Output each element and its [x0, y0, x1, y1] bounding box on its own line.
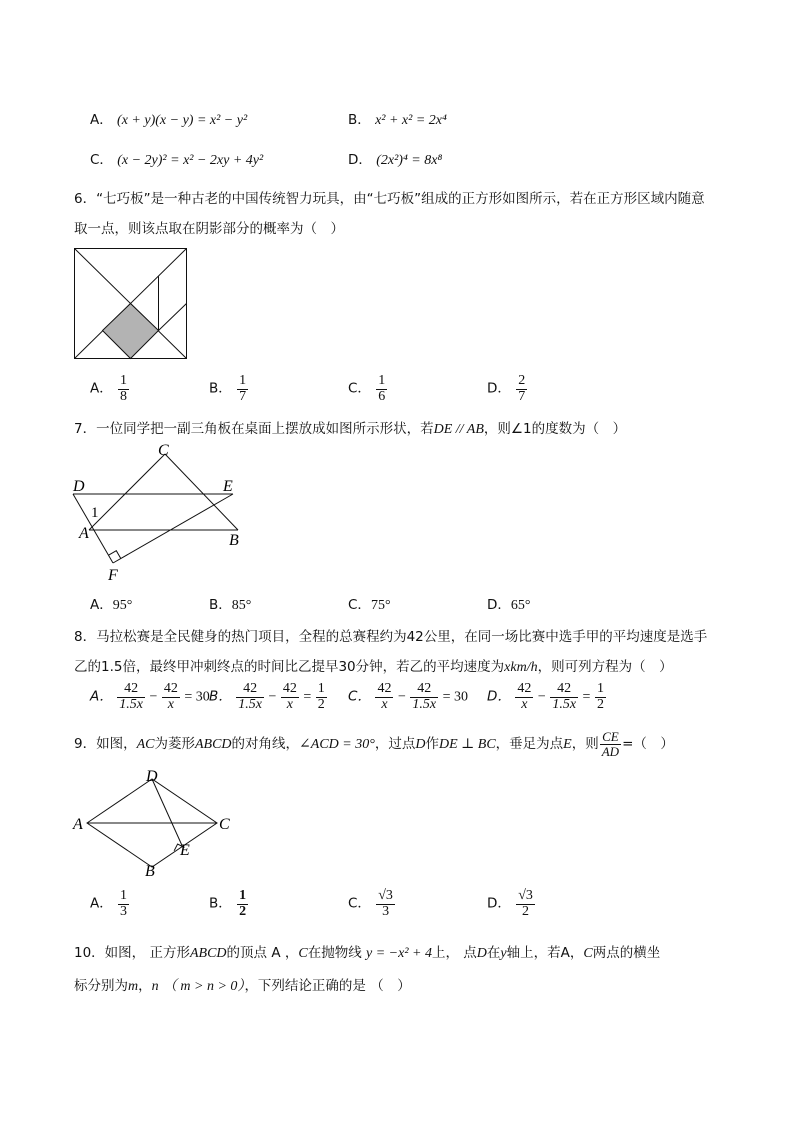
q7-option-a-value: 95°	[112, 598, 133, 613]
numerator: 42	[163, 681, 178, 696]
numerator: √3	[378, 888, 393, 903]
q9-option-c-label: C．	[348, 895, 371, 912]
label-e: E	[223, 478, 233, 495]
q10-text-h: 标分别为	[74, 978, 128, 994]
label-c: C	[158, 442, 169, 459]
q8-speed: xkm/h	[504, 660, 538, 675]
q7-option-c-label: C．	[348, 597, 371, 613]
q9-option-b-label: B．	[209, 895, 232, 912]
q6-option-d-label: D．	[487, 380, 511, 397]
q9-text-2: 为菱形	[154, 736, 195, 753]
q9-e: E	[563, 737, 572, 753]
q7-option-b-value: 85°	[231, 598, 252, 613]
q7-option-c-value: 75°	[370, 598, 391, 613]
denominator: 3	[120, 903, 128, 919]
q9-figure-lines	[87, 779, 217, 867]
label-d: D	[73, 478, 85, 495]
q8-line2-prefix: 乙的1.5倍，最终甲冲刺终点的时间比乙提早30分钟，若乙的平均速度为	[74, 659, 505, 675]
q8-line1: 8．马拉松赛是全民健身的热门项目，全程的总赛程约为42公里，在同一场比赛中选手甲的平均速度是选手	[74, 629, 708, 645]
q5-option-b-label: B．	[348, 112, 371, 128]
numerator: 42	[282, 681, 297, 696]
q9-option-d-fraction	[516, 889, 535, 919]
q6-option-b-label: B．	[209, 380, 232, 397]
numerator: CE	[600, 730, 621, 745]
q10-text-b: 的顶点 A ，	[226, 945, 299, 961]
numerator: 1	[596, 681, 604, 696]
q7-option-a[interactable]	[90, 593, 132, 614]
label-angle-1: 1	[91, 505, 99, 521]
denominator: 1.5x	[238, 696, 262, 712]
denominator: 1.5x	[412, 696, 437, 712]
denominator: AD	[601, 743, 620, 759]
denominator: x	[381, 696, 388, 712]
q8-option-a-frac1	[117, 682, 145, 712]
q8-option-d-rhs	[595, 682, 606, 712]
q7-option-d-label: D．	[487, 597, 511, 613]
q7-condition: DE // AB	[433, 422, 484, 437]
q9-perp: DE ⊥ BC	[438, 737, 496, 753]
q9-ratio	[600, 730, 621, 758]
shaded-square	[103, 304, 159, 359]
q10-parabola: y = −x² + 4	[366, 946, 432, 961]
q6-option-d[interactable]	[487, 374, 528, 404]
q8-line2-suffix: ，则可列方程为（ ）	[537, 659, 673, 675]
q8-option-d-op: −	[537, 689, 546, 705]
q8-option-c-frac2	[410, 682, 438, 712]
q5-option-a-label: A．	[90, 112, 113, 128]
q6-option-a-fraction	[118, 374, 129, 404]
q5-option-c[interactable]	[90, 148, 263, 169]
q8-line2	[74, 655, 673, 676]
q5-option-b-expr: x² + x² = 2x⁴	[375, 113, 447, 128]
denominator: 1.5x	[119, 696, 143, 712]
q6-option-b-fraction	[237, 374, 248, 404]
denominator: x	[286, 696, 293, 712]
q7-stem	[74, 417, 626, 438]
numerator: 1	[120, 888, 128, 903]
q9-rhombus-figure	[70, 766, 240, 880]
q6-option-d-fraction	[516, 374, 527, 404]
q10-text-i: ，下列结论正确的是 （ ）	[244, 978, 411, 994]
q6-line2: 取一点，则该点取在阴影部分的概率为（ ）	[74, 221, 344, 237]
q8-option-d-eq: =	[582, 689, 591, 705]
label-f: F	[108, 567, 118, 582]
q9-stem	[74, 730, 674, 758]
label-b: B	[229, 532, 239, 549]
q10-n: n	[151, 979, 159, 994]
q5-option-c-expr: (x − 2y)² = x² − 2xy + 4y²	[117, 153, 264, 168]
q8-option-b-frac1	[236, 682, 264, 712]
q6-option-b[interactable]	[209, 374, 249, 404]
q7-suffix: ，则∠1的度数为（ ）	[483, 421, 627, 437]
label-c: C	[219, 816, 230, 833]
q9-text-5: 作	[425, 736, 439, 753]
q10-d: D	[476, 946, 487, 961]
q10-abcd: ABCD	[189, 946, 227, 961]
label-d: D	[146, 768, 158, 785]
q10-text-c: 在抛物线	[307, 945, 362, 961]
denominator: 7	[239, 388, 247, 404]
q8-option-c-op: −	[397, 689, 406, 705]
q5-option-d-label: D．	[348, 152, 372, 168]
denominator: 3	[382, 903, 390, 919]
label-a: A	[79, 525, 89, 542]
q10-comma: ，	[138, 978, 152, 994]
denominator: 6	[378, 388, 386, 404]
q8-option-a-frac2	[162, 682, 180, 712]
q7-triangle-figure	[70, 442, 250, 582]
denominator: 2	[239, 903, 247, 919]
q10-text-d: 上， 点	[431, 945, 477, 961]
q7-option-d[interactable]	[487, 593, 531, 614]
numerator: 42	[550, 682, 578, 698]
q10-line1	[74, 941, 660, 962]
q9-abcd: ABCD	[194, 737, 232, 753]
q10-text-f: 轴上，若A，	[506, 945, 584, 961]
numerator: 42	[377, 681, 392, 696]
q5-option-b[interactable]	[348, 108, 447, 129]
q10-text-g: 两点的横坐	[592, 945, 661, 961]
denominator: 7	[518, 388, 526, 404]
numerator: 1	[317, 681, 325, 696]
denominator: 1.5x	[552, 696, 577, 712]
q10-line2	[74, 974, 411, 995]
q6-option-c-fraction	[376, 374, 387, 404]
numerator: 1	[239, 888, 247, 903]
denominator: 8	[120, 388, 128, 404]
q10-m: m	[128, 979, 139, 994]
q10-cond: （ m > n > 0）	[162, 979, 245, 994]
label-a: A	[73, 816, 83, 833]
q8-option-a-op: −	[149, 689, 158, 705]
q8-option-b-eq: =	[303, 689, 312, 705]
q8-option-a-label: A．	[90, 688, 113, 705]
q7-option-d-value: 65°	[510, 598, 531, 613]
q5-option-c-label: C．	[90, 152, 113, 168]
label-b: B	[145, 863, 155, 880]
q8-option-d-frac2	[550, 682, 578, 712]
q6-line1: 6．“七巧板”是一种古老的中国传统智力玩具，由“七巧板”组成的正方形如图所示，若在正方形区域内随意	[74, 191, 705, 207]
q8-option-d[interactable]	[487, 682, 607, 712]
q9-option-b[interactable]	[209, 889, 249, 919]
denominator: 2	[317, 696, 325, 712]
q10-y: y	[500, 946, 507, 961]
q5-option-a[interactable]	[90, 108, 247, 129]
label-e: E	[180, 842, 190, 859]
q10-text-a: 10．如图， 正方形	[74, 945, 190, 961]
q8-option-a[interactable]	[90, 682, 210, 712]
q9-option-c[interactable]	[348, 889, 396, 919]
q9-option-d-label: D．	[487, 895, 511, 912]
q6-option-c-label: C．	[348, 380, 371, 397]
q9-text-7: ，则	[571, 736, 599, 753]
numerator: 1	[378, 373, 386, 388]
line-ac	[89, 454, 165, 530]
q6-tangram-figure	[74, 248, 188, 360]
q9-option-b-fraction	[237, 889, 248, 919]
q10-c: C	[298, 946, 308, 961]
q9-option-a-fraction	[118, 889, 129, 919]
denominator: 2	[596, 696, 604, 712]
numerator: 1	[120, 373, 128, 388]
numerator: √3	[518, 888, 533, 903]
q9-d: D	[415, 737, 426, 753]
q10-c2: C	[583, 946, 593, 961]
denominator: 2	[522, 903, 530, 919]
q8-option-b-label: B．	[209, 688, 232, 705]
q8-option-b-frac2	[281, 682, 299, 712]
q9-ac: AC	[136, 737, 155, 753]
q8-option-c[interactable]	[348, 682, 468, 712]
q9-option-a[interactable]	[90, 889, 130, 919]
q9-text-3: 的对角线，	[231, 736, 300, 753]
tangram-segment-2	[159, 304, 187, 331]
numerator: 2	[518, 373, 526, 388]
q5-option-d[interactable]	[348, 148, 442, 169]
numerator: 42	[236, 682, 264, 698]
q8-option-d-frac1	[515, 682, 533, 712]
q8-option-b[interactable]	[209, 682, 328, 712]
q9-angle: ∠ACD = 30°	[299, 737, 375, 753]
q8-option-c-label: C．	[348, 688, 371, 705]
q7-option-c[interactable]	[348, 593, 391, 614]
q7-prefix: 7．一位同学把一副三角板在桌面上摆放成如图所示形状，若	[74, 421, 434, 437]
numerator: 42	[117, 682, 145, 698]
q6-option-c[interactable]	[348, 374, 388, 404]
q5-option-a-expr: (x + y)(x − y) = x² − y²	[117, 113, 248, 128]
q9-text-4: ，过点	[374, 736, 416, 753]
q9-option-c-fraction	[376, 889, 395, 919]
q7-option-b-label: B．	[209, 597, 232, 613]
denominator: x	[521, 696, 528, 712]
q8-option-b-rhs	[316, 682, 327, 712]
q9-text-1: 9．如图，	[74, 736, 137, 753]
q9-text-8: =（ ）	[622, 736, 674, 753]
q10-text-e: 在	[486, 945, 501, 961]
q7-option-a-label: A．	[90, 597, 113, 613]
q9-text-6: ，垂足为点	[495, 736, 564, 753]
q8-option-c-frac1	[375, 682, 393, 712]
q9-option-d[interactable]	[487, 889, 536, 919]
q6-option-a-label: A．	[90, 380, 113, 397]
numerator: 42	[410, 682, 438, 698]
right-angle-mark	[109, 551, 121, 559]
q8-option-b-op: −	[268, 689, 277, 705]
numerator: 42	[517, 681, 532, 696]
q8-option-a-rhs: = 30	[184, 689, 210, 705]
denominator: x	[167, 696, 174, 712]
q9-option-a-label: A．	[90, 895, 113, 912]
numerator: 1	[239, 373, 247, 388]
line-fe	[113, 494, 233, 563]
q8-option-c-rhs: = 30	[442, 689, 468, 705]
q5-option-d-expr: (2x²)⁴ = 8x⁸	[376, 153, 443, 168]
q8-option-d-label: D．	[487, 688, 511, 705]
q6-option-a[interactable]	[90, 374, 130, 404]
q7-option-b[interactable]	[209, 593, 251, 614]
